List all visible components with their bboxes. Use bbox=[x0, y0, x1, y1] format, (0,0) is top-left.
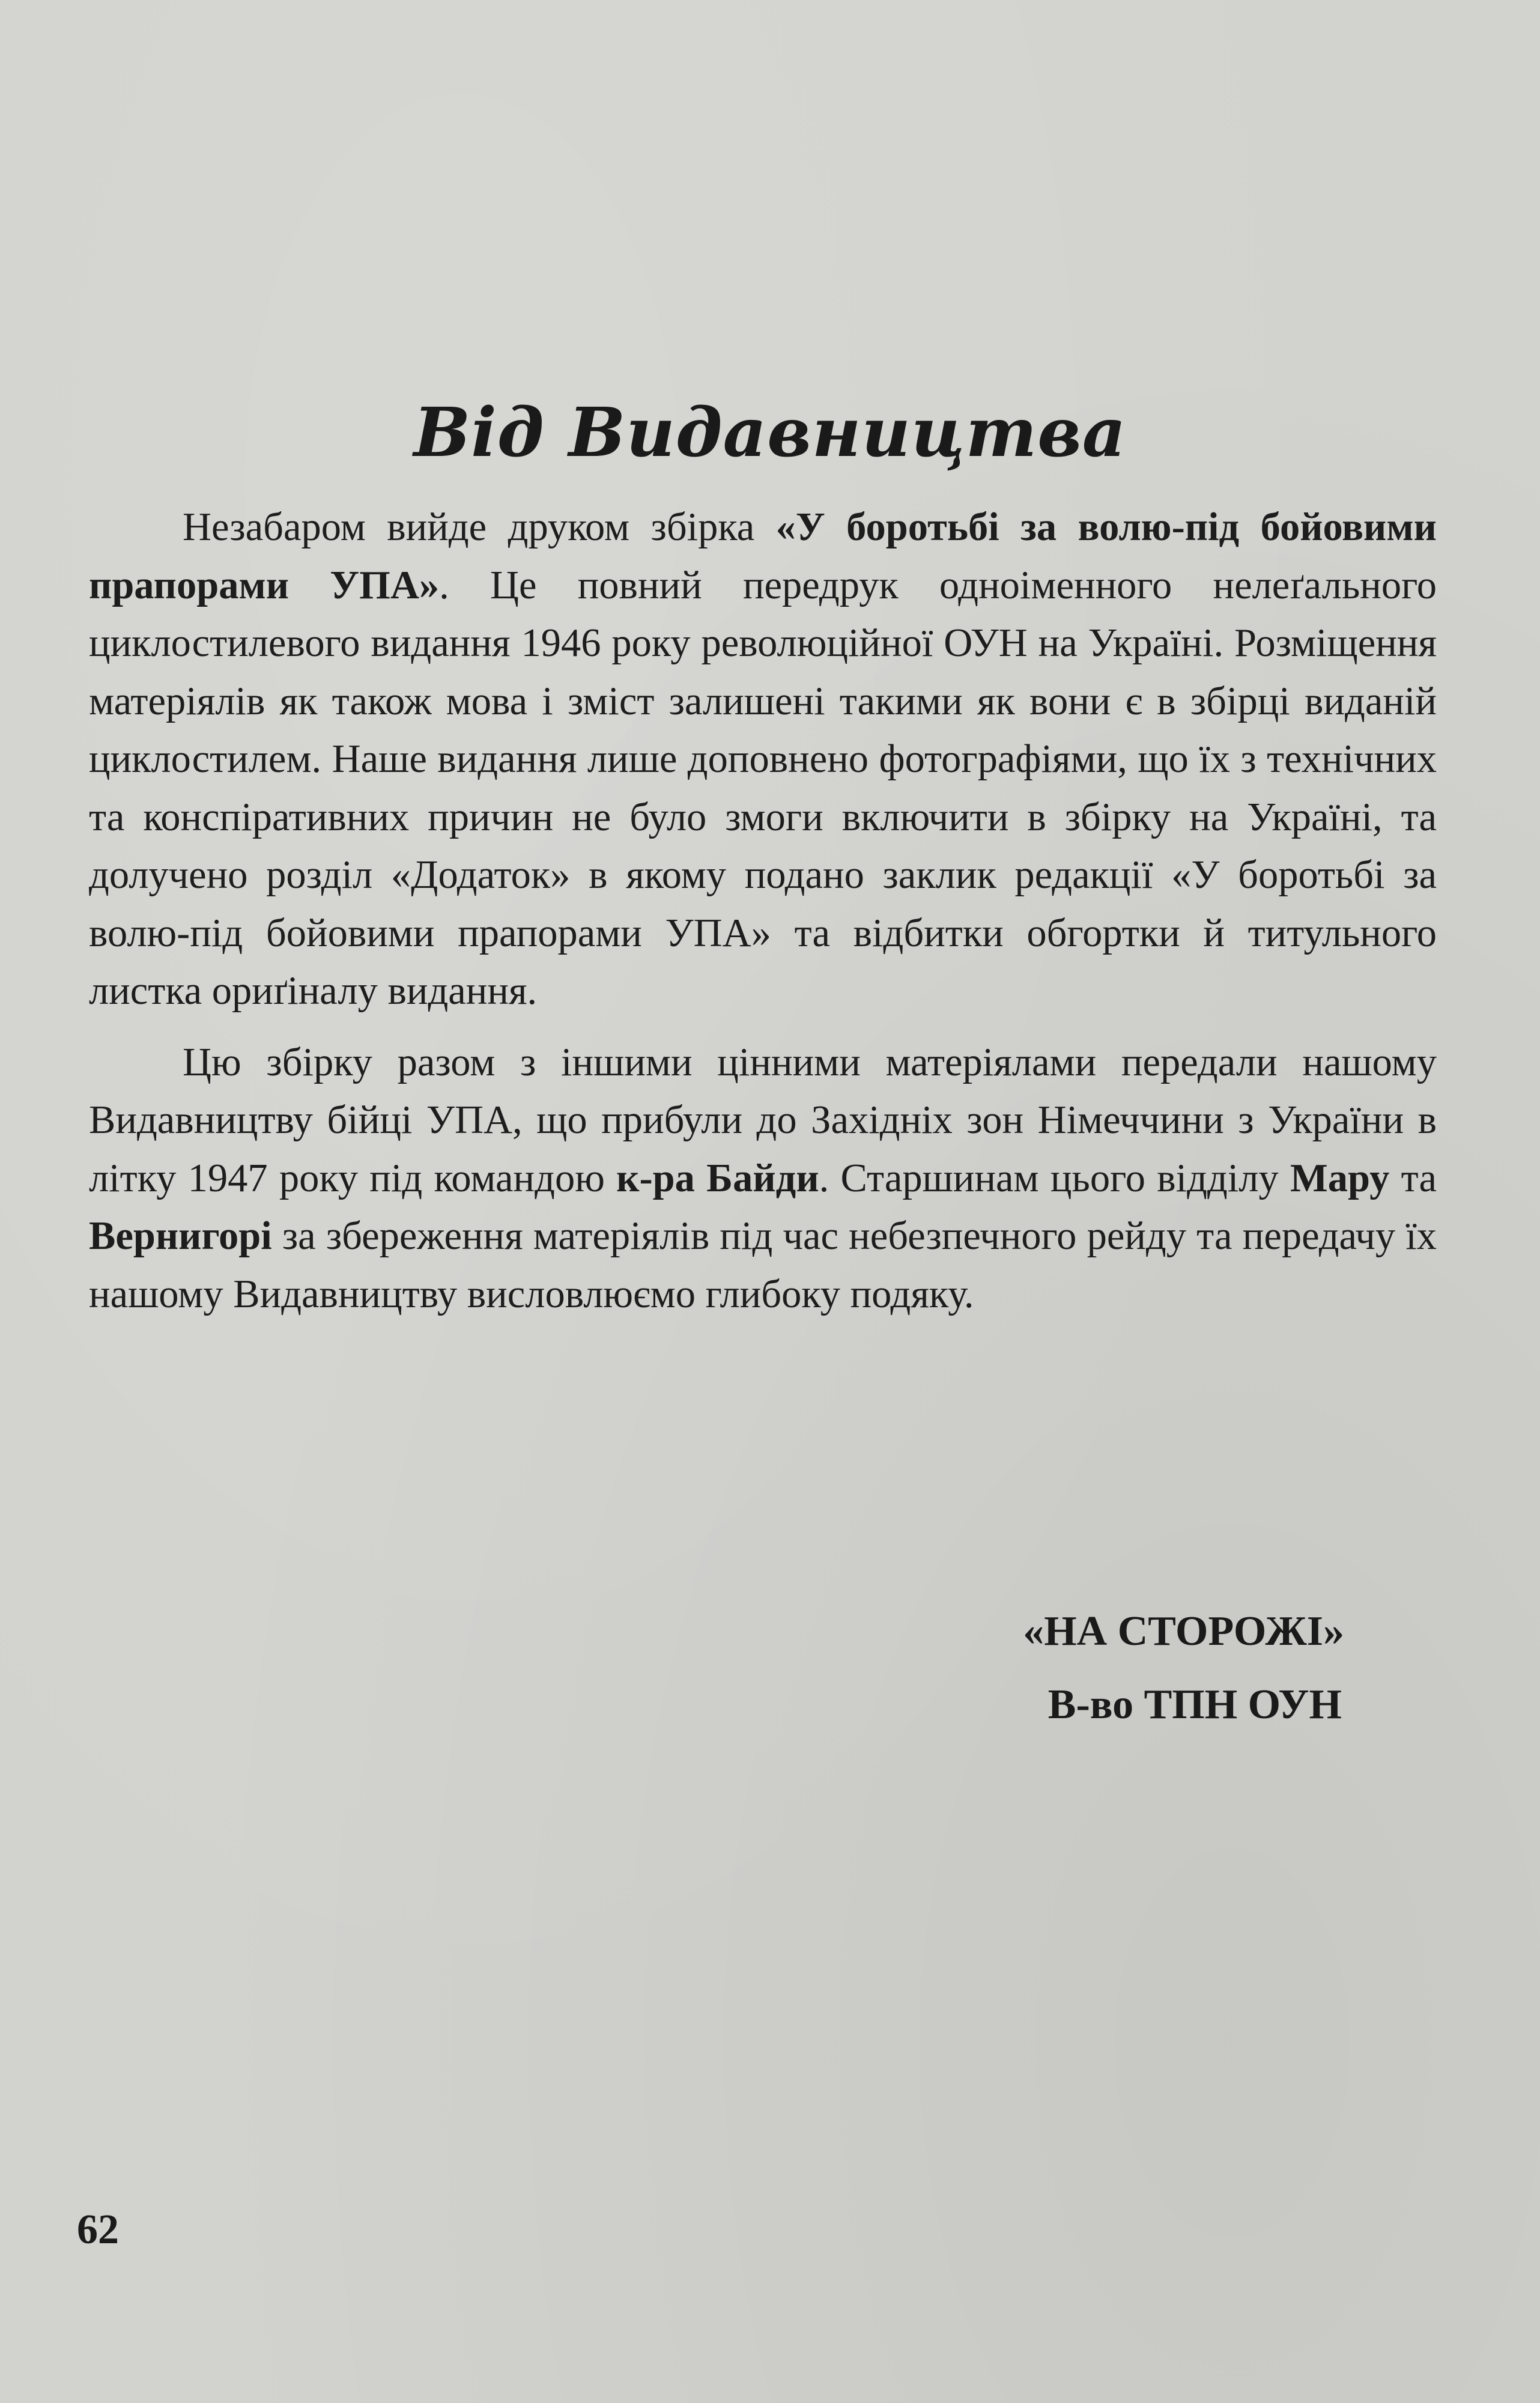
paragraph-2-run-7: за збереження матеріялів під час небезпечного рейду та передачу їх нашому Видавництву висловлюємо глибоку подяку. bbox=[89, 1214, 1437, 1316]
signature-publisher-org: В-во ТПН ОУН bbox=[1047, 1681, 1342, 1728]
document-body bbox=[89, 499, 1437, 1323]
paragraph-1-run-1: Незабаром вийде друком збірка bbox=[183, 505, 776, 549]
paragraph-2-run-5: та bbox=[1389, 1156, 1437, 1200]
officer-name-maru-bold: Мару bbox=[1290, 1156, 1390, 1200]
paragraph-2-run-1: Цю збірку разом з іншими цінними матеріялами передали нашому Видавництву бійці УПА, що прибули до Західніх зон Німеччини з України в літку 1947 року під командою bbox=[89, 1040, 1437, 1200]
officer-name-vernyhori-bold: Вернигорі bbox=[89, 1214, 272, 1258]
paragraph-1 bbox=[89, 499, 1437, 1021]
commander-name-bold: к-ра Байди bbox=[616, 1156, 819, 1200]
paragraph-2-run-3: . Старшинам цього відділу bbox=[819, 1156, 1290, 1200]
page-title: Від Видавництва bbox=[413, 393, 1127, 473]
paragraph-1-run-3: . Це повний передрук одноіменного нелеґального циклостилевого видання 1946 року революційної ОУН на Україні. Розміщення матеріялів як також мова і зміст залишені такими як вони є в збірці виданій циклостилем. Наше видання лише доповнено фотографіями, що їх з технічних та конспіративних причин не було змоги включити в збірку на Україні, та долучено розділ «Додаток» в якому подано заклик редакції «У боротьбі за волю-під бойовими прапорами УПА» та відбитки обгортки й титульного листка ориґіналу видання. bbox=[89, 563, 1437, 1013]
page-number: 62 bbox=[77, 2207, 119, 2253]
signature-block bbox=[1023, 1595, 1344, 1742]
book-title-bold: «У боротьбі за волю-під бойовими прапорами УПА» bbox=[89, 505, 1437, 607]
paragraph-2 bbox=[89, 1034, 1437, 1324]
signature-publisher-name: «НА СТОРОЖІ» bbox=[1023, 1608, 1344, 1654]
